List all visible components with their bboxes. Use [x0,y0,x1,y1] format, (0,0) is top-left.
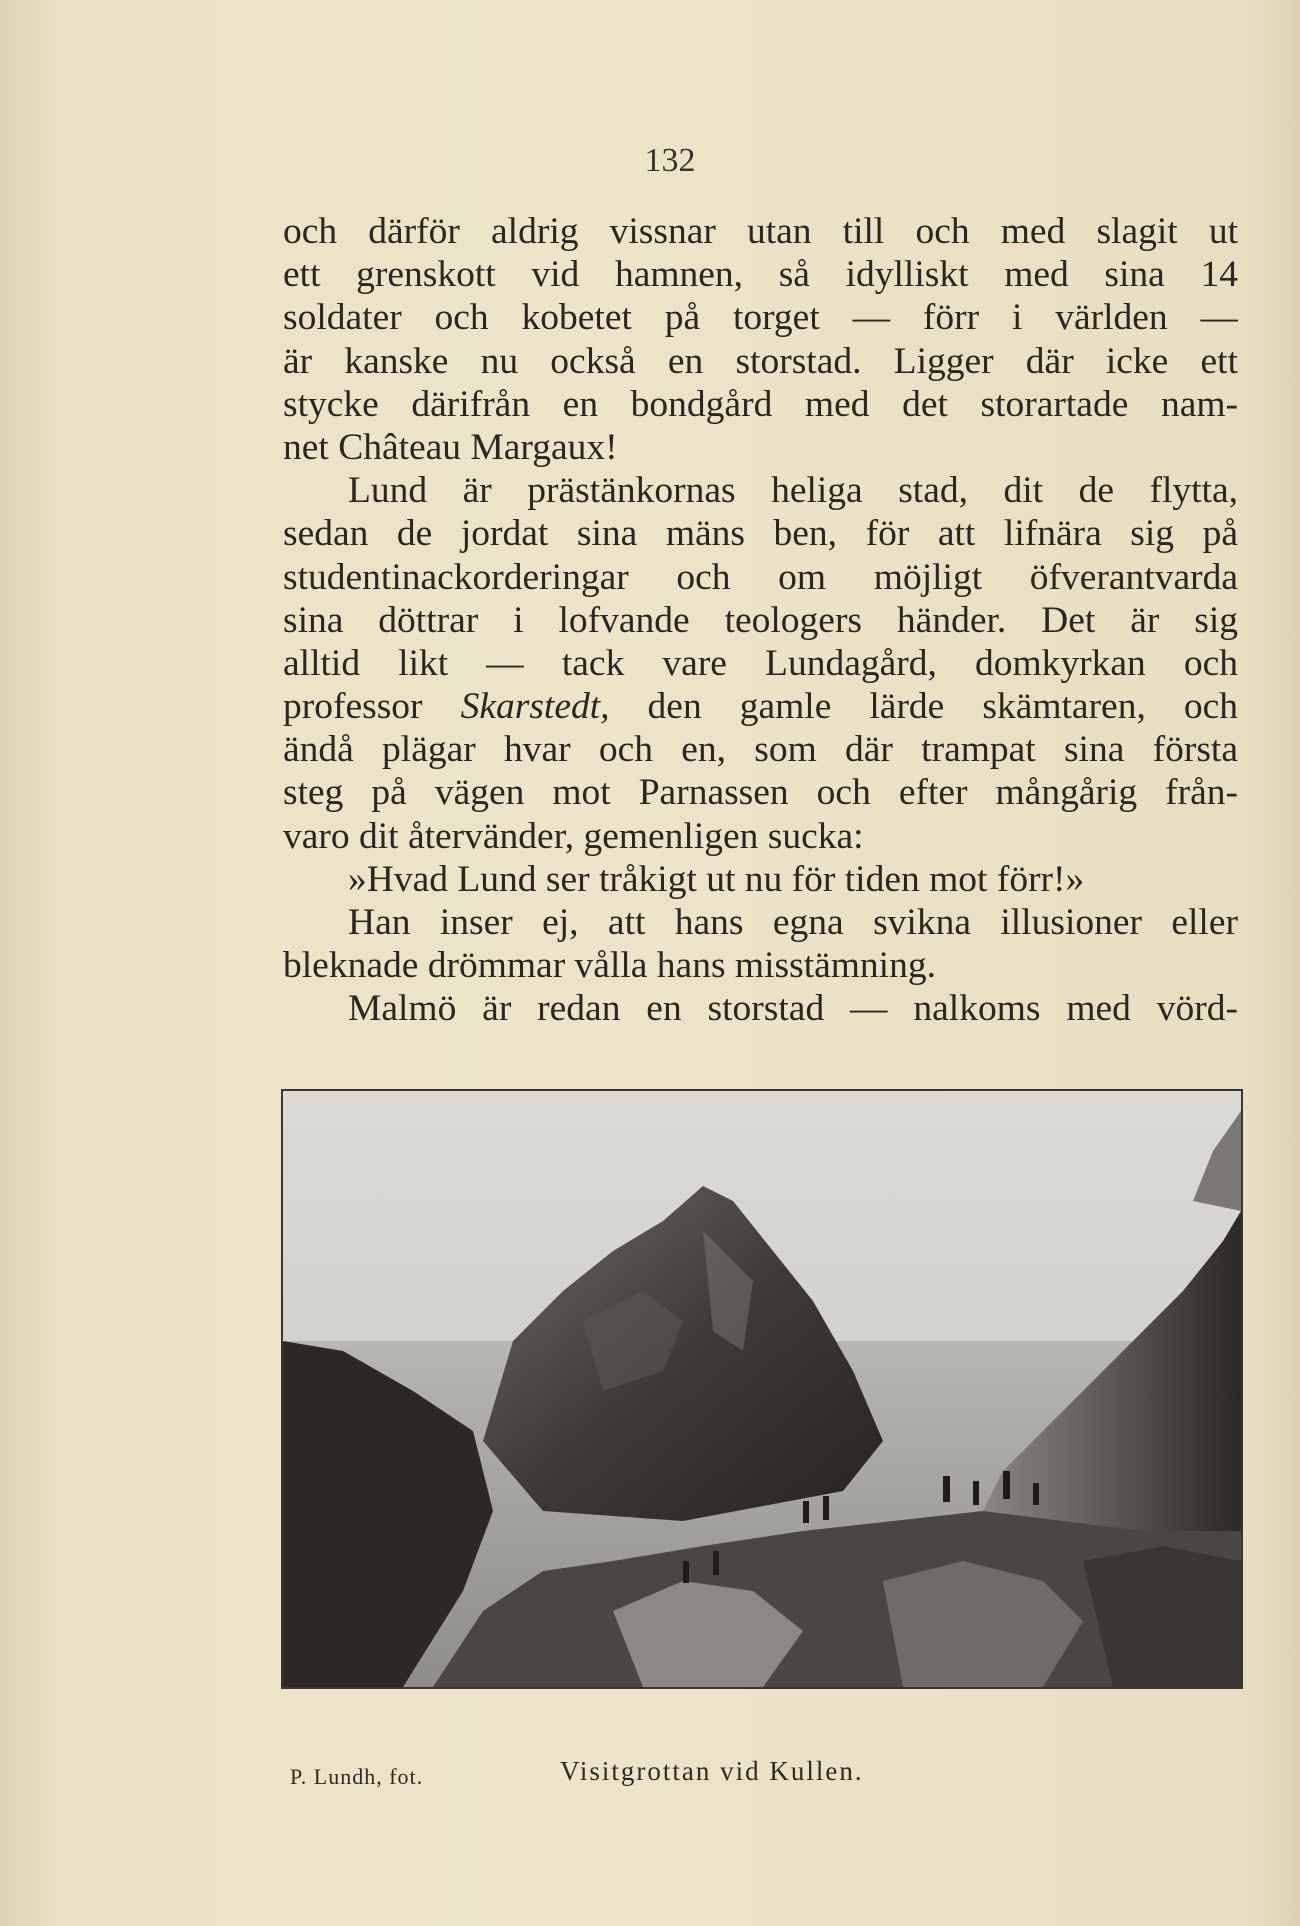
body-text [283,210,1238,1031]
text-line: Lund är prästänkornas heliga stad, dit de flytta, [348,470,1238,512]
quote-line: »Hvad Lund ser tråkigt ut nu för tiden mot förr!» [348,858,1085,900]
text-line: ett grenskott vid hamnen, så idylliskt med sina 14 [283,254,1238,296]
text-line: bleknade drömmar vålla hans misstämning. [283,945,936,987]
text-line: Malmö är redan en storstad — nalkoms med vörd- [348,988,1238,1030]
text-line: och därför aldrig vissnar utan till och med slagit ut [283,211,1238,252]
page-number: 132 [644,142,696,179]
text-fragment: den gamle lärde skämtaren, och [609,686,1238,728]
text-line: steg på vägen mot Parnassen och efter mångårig från- [283,772,1238,814]
photo-illustration [283,1091,1241,1687]
text-line: stycke därifrån en bondgård med det storartade nam- [283,383,1238,425]
photo-credit: P. Lundh, fot. [290,1764,424,1789]
text-line: soldater och kobetet på torget — förr i världen — [283,297,1238,339]
text-line: alltid likt — tack vare Lundagård, domkyrkan och [283,642,1238,684]
text-line: är kanske nu också en storstad. Ligger där icke ett [283,340,1238,382]
text-line: studentinackorderingar och om möjligt öfverantvarda [283,556,1238,598]
text-line: Han inser ej, att hans egna svikna illusioner eller [348,902,1238,943]
text-line [283,685,1238,728]
author-name: Skarstedt, [460,686,610,728]
text-line: sina döttrar i lofvande teologers händer. Det är sig [283,599,1238,641]
photo-visitgrottan [281,1089,1243,1689]
text-fragment: professor [283,686,461,728]
text-line: ändå plägar hvar och en, som där trampat sina första [283,729,1238,771]
text-line: varo dit återvänder, gemenligen sucka: [283,815,864,857]
text-line: sedan de jordat sina mäns ben, för att lifnära sig på [283,513,1238,555]
text-line: net Château Margaux! [283,426,618,468]
caption-title: Visitgrottan vid Kullen. [560,1756,864,1786]
